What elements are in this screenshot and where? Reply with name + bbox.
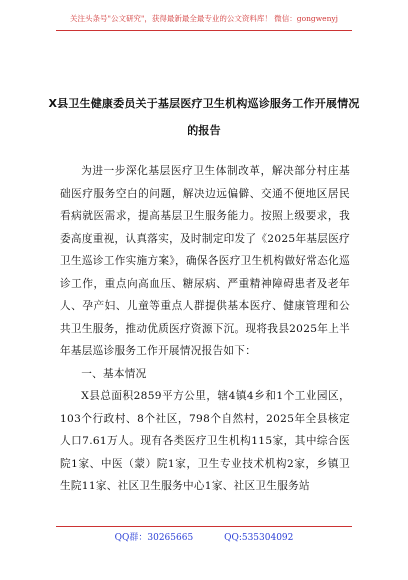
header-banner: 关注头条号"公文研究"，获得最新最全最专业的公文资料库！ 微信：gongwenyj: [70, 14, 338, 23]
intro-paragraph: 为进一步深化基层医疗卫生体制改革，解决部分村庄基础医疗服务空白的问题，解决边远偏僻、交通不便地区居民看病就医需求，提高基层卫生服务能力。按照上级要求，我委高度重视，认真落实，及时制定印发了《2025年基层医疗卫生巡诊工作实施方案》，确保各医疗卫生机构做好常态化巡诊工作，重点向高血压、糖尿病、严重精神障碍患者及老年人、孕产妇、儿童等重点人群提供基本医疗、健康管理和公共卫生服务，推动优质医疗资源下沉。现将我县2025年上半年基层巡诊服务工作开展情况报告如下：: [60, 165, 350, 357]
document-title-line2: 的报告: [187, 124, 221, 137]
footer-qq: QQ:535304092: [224, 533, 294, 543]
footer: [0, 532, 408, 544]
footer-divider: [56, 526, 352, 527]
header-divider: [56, 30, 352, 31]
section-paragraph: X县总面积2859平方公里，辖4镇4乡和1个工业园区，103个行政村、8个社区，798个自然村，2025年全县核定人口7.61万人。现有各类医疗卫生机构115家，其中综合医院1家、中医（蒙）院1家，卫生专业技术机构2家，乡镇卫生院11家、社区卫生服务中心1家、社区卫生服务站: [60, 390, 350, 492]
footer-qq-group: QQ群：30265665: [114, 533, 194, 543]
document-body: [60, 160, 350, 498]
section-heading: 一、基本情况: [81, 367, 147, 380]
document-title-line1: X县卫生健康委员关于基层医疗卫生机构巡诊服务工作开展情况: [48, 97, 360, 110]
